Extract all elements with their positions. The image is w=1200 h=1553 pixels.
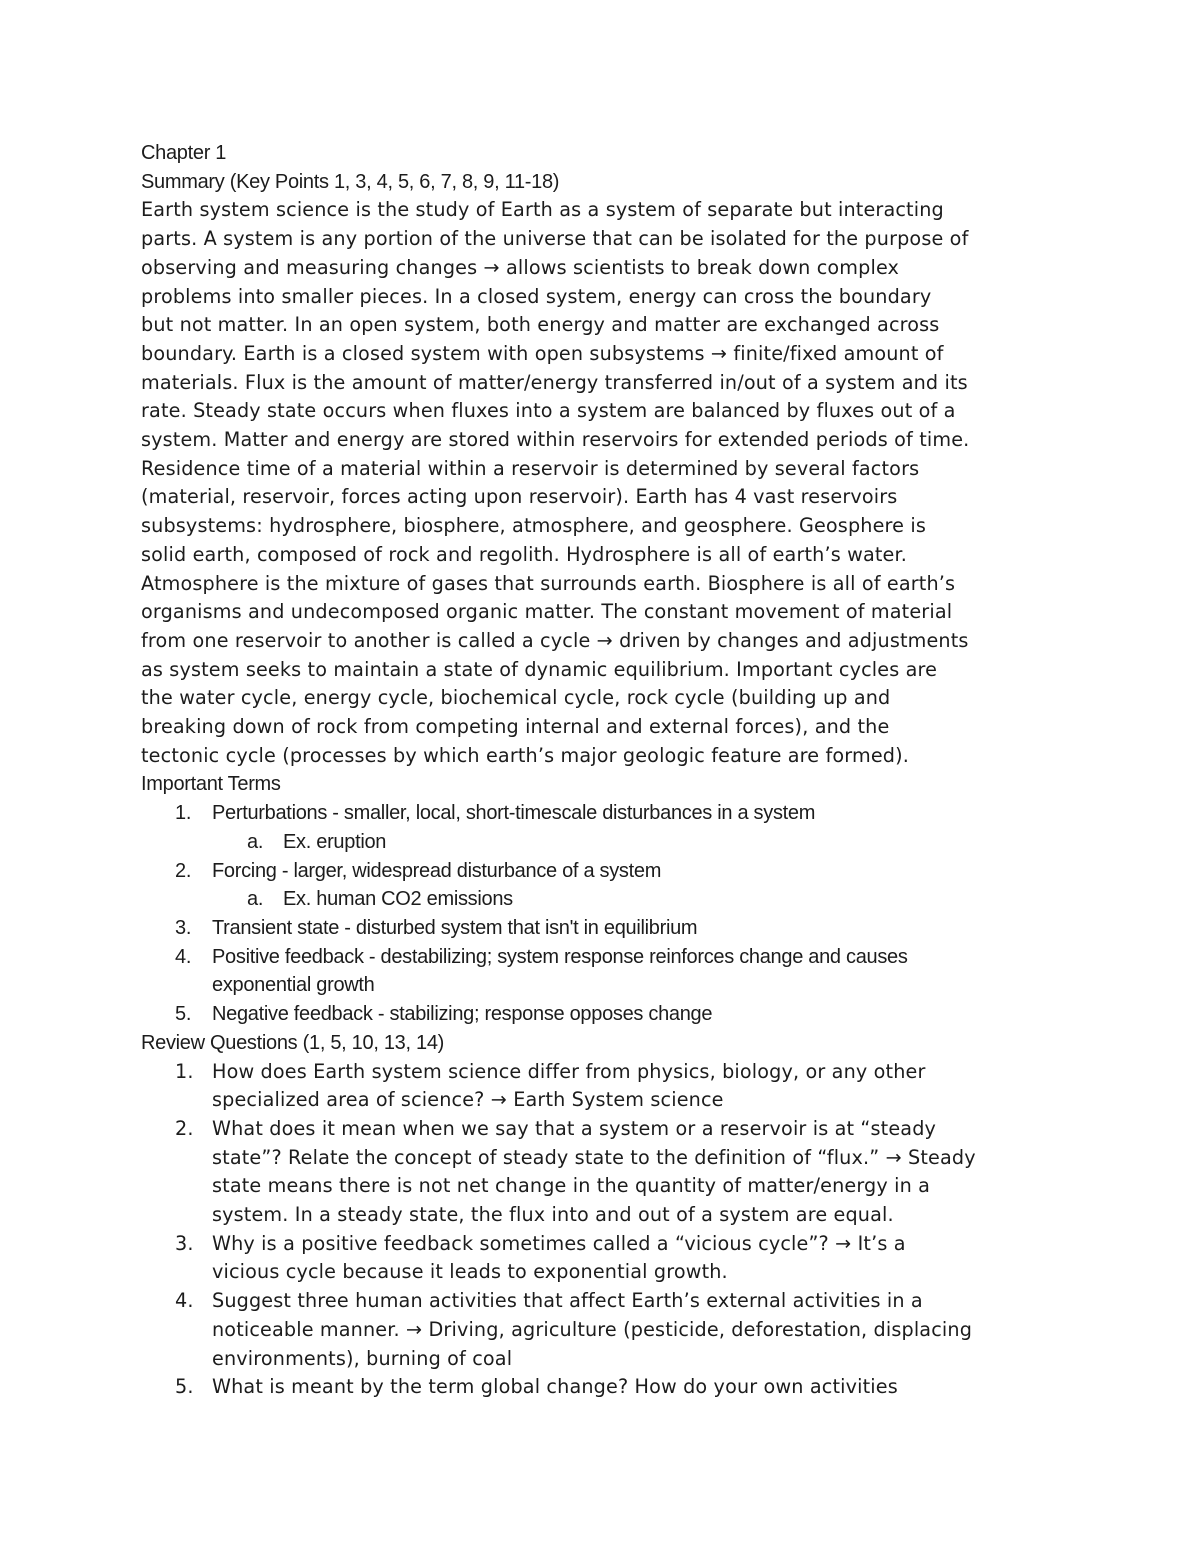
summary-line: the water cycle, energy cycle, biochemical cycle, rock cycle (building up and: [141, 686, 891, 710]
list-number: 4.: [175, 1289, 194, 1313]
chapter-title: Chapter 1: [141, 142, 227, 164]
summary-line: from one reservoir to another is called a cycle → driven by changes and adjustments: [141, 628, 969, 652]
summary-line: subsystems: hydrosphere, biosphere, atmosphere, and geosphere. Geosphere is: [141, 514, 926, 538]
term-item: [141, 914, 1071, 943]
review-question: [141, 1373, 1071, 1402]
summary-line: materials. Flux is the amount of matter/energy transferred in/out of a system and its: [141, 370, 968, 394]
summary-line: Earth system science is the study of Earth as a system of separate but interacting: [141, 198, 944, 222]
term-item: [141, 857, 1071, 886]
summary-line: boundary. Earth is a closed system with open subsystems → finite/fixed amount of: [141, 341, 944, 365]
list-number: 1.: [175, 1059, 194, 1083]
list-letter: a.: [247, 888, 264, 911]
question-text: Suggest three human activities that affect Earth’s external activities in a: [212, 1289, 923, 1313]
question-text: state means there is not net change in the quantity of matter/energy in a: [212, 1174, 931, 1198]
summary-line: system. Matter and energy are stored within reservoirs for extended periods of time.: [141, 428, 970, 452]
term-text: Transient state - disturbed system that isn't in equilibrium: [212, 916, 698, 939]
term-text: Perturbations - smaller, local, short-timescale disturbances in a system: [212, 802, 816, 825]
terms-list: [141, 799, 1071, 1029]
term-item: [141, 1000, 1071, 1029]
list-number: 4.: [175, 945, 192, 968]
list-number: 5.: [175, 1375, 194, 1399]
term-item: [141, 943, 1071, 1000]
question-text: vicious cycle because it leads to exponential growth.: [212, 1260, 728, 1284]
summary-line: as system seeks to maintain a state of dynamic equilibrium. Important cycles are: [141, 657, 938, 681]
term-item: [141, 799, 1071, 828]
summary-line: parts. A system is any portion of the universe that can be isolated for the purpose of: [141, 227, 969, 251]
list-number: 5.: [175, 1003, 192, 1026]
summary-heading: Summary (Key Points 1, 3, 4, 5, 6, 7, 8, 9, 11-18): [141, 170, 560, 193]
review-question: [141, 1287, 1071, 1373]
question-text: environments), burning of coal: [212, 1346, 513, 1370]
term-text: Forcing - larger, widespread disturbance of a system: [212, 859, 662, 882]
question-text: noticeable manner. → Driving, agriculture (pesticide, deforestation, displacing: [212, 1317, 973, 1341]
summary-line: (material, reservoir, forces acting upon reservoir). Earth has 4 vast reservoirs: [141, 485, 898, 509]
term-subitem: [141, 828, 1071, 857]
term-subitem: [141, 885, 1071, 914]
summary-line: organisms and undecomposed organic matter. The constant movement of material: [141, 600, 953, 624]
review-question: [141, 1058, 1071, 1115]
review-heading: Review Questions (1, 5, 10, 13, 14): [141, 1031, 444, 1054]
summary-line: problems into smaller pieces. In a closed system, energy can cross the boundary: [141, 284, 932, 308]
term-example: Ex. eruption: [283, 830, 387, 853]
list-number: 2.: [175, 859, 192, 882]
summary-paragraph: [141, 196, 1071, 770]
summary-line: Residence time of a material within a reservoir is determined by several factors: [141, 456, 920, 480]
review-question: [141, 1230, 1071, 1287]
question-text: state”? Relate the concept of steady state to the definition of “flux.” → Steady: [212, 1145, 976, 1169]
summary-line: Atmosphere is the mixture of gases that surrounds earth. Biosphere is all of earth’s: [141, 571, 956, 595]
question-text: specialized area of science? → Earth System science: [212, 1088, 724, 1112]
term-example: Ex. human CO2 emissions: [283, 888, 513, 911]
list-number: 1.: [175, 802, 192, 825]
summary-line: tectonic cycle (processes by which earth’s major geologic feature are formed).: [141, 743, 910, 767]
list-number: 3.: [175, 1231, 194, 1255]
question-text: Why is a positive feedback sometimes called a “vicious cycle”? → It’s a: [212, 1231, 906, 1255]
list-number: 3.: [175, 916, 192, 939]
list-number: 2.: [175, 1116, 194, 1140]
term-text: exponential growth: [212, 974, 375, 997]
question-text: What is meant by the term global change? How do your own activities: [212, 1375, 898, 1399]
question-text: system. In a steady state, the flux into and out of a system are equal.: [212, 1203, 894, 1227]
document-page: [141, 139, 1071, 1402]
term-text: Negative feedback - stabilizing; response opposes change: [212, 1003, 713, 1026]
summary-line: rate. Steady state occurs when fluxes into a system are balanced by fluxes out of a: [141, 399, 956, 423]
review-questions-list: [141, 1058, 1071, 1402]
question-text: What does it mean when we say that a system or a reservoir is at “steady: [212, 1116, 937, 1140]
review-question: [141, 1115, 1071, 1230]
list-letter: a.: [247, 830, 264, 853]
summary-line: but not matter. In an open system, both energy and matter are exchanged across: [141, 313, 940, 337]
question-text: How does Earth system science differ from physics, biology, or any other: [212, 1059, 926, 1083]
term-text: Positive feedback - destabilizing; system response reinforces change and causes: [212, 945, 908, 968]
summary-line: observing and measuring changes → allows scientists to break down complex: [141, 255, 900, 279]
terms-heading: Important Terms: [141, 773, 281, 796]
summary-line: solid earth, composed of rock and regolith. Hydrosphere is all of earth’s water.: [141, 542, 908, 566]
summary-line: breaking down of rock from competing internal and external forces), and the: [141, 715, 890, 739]
